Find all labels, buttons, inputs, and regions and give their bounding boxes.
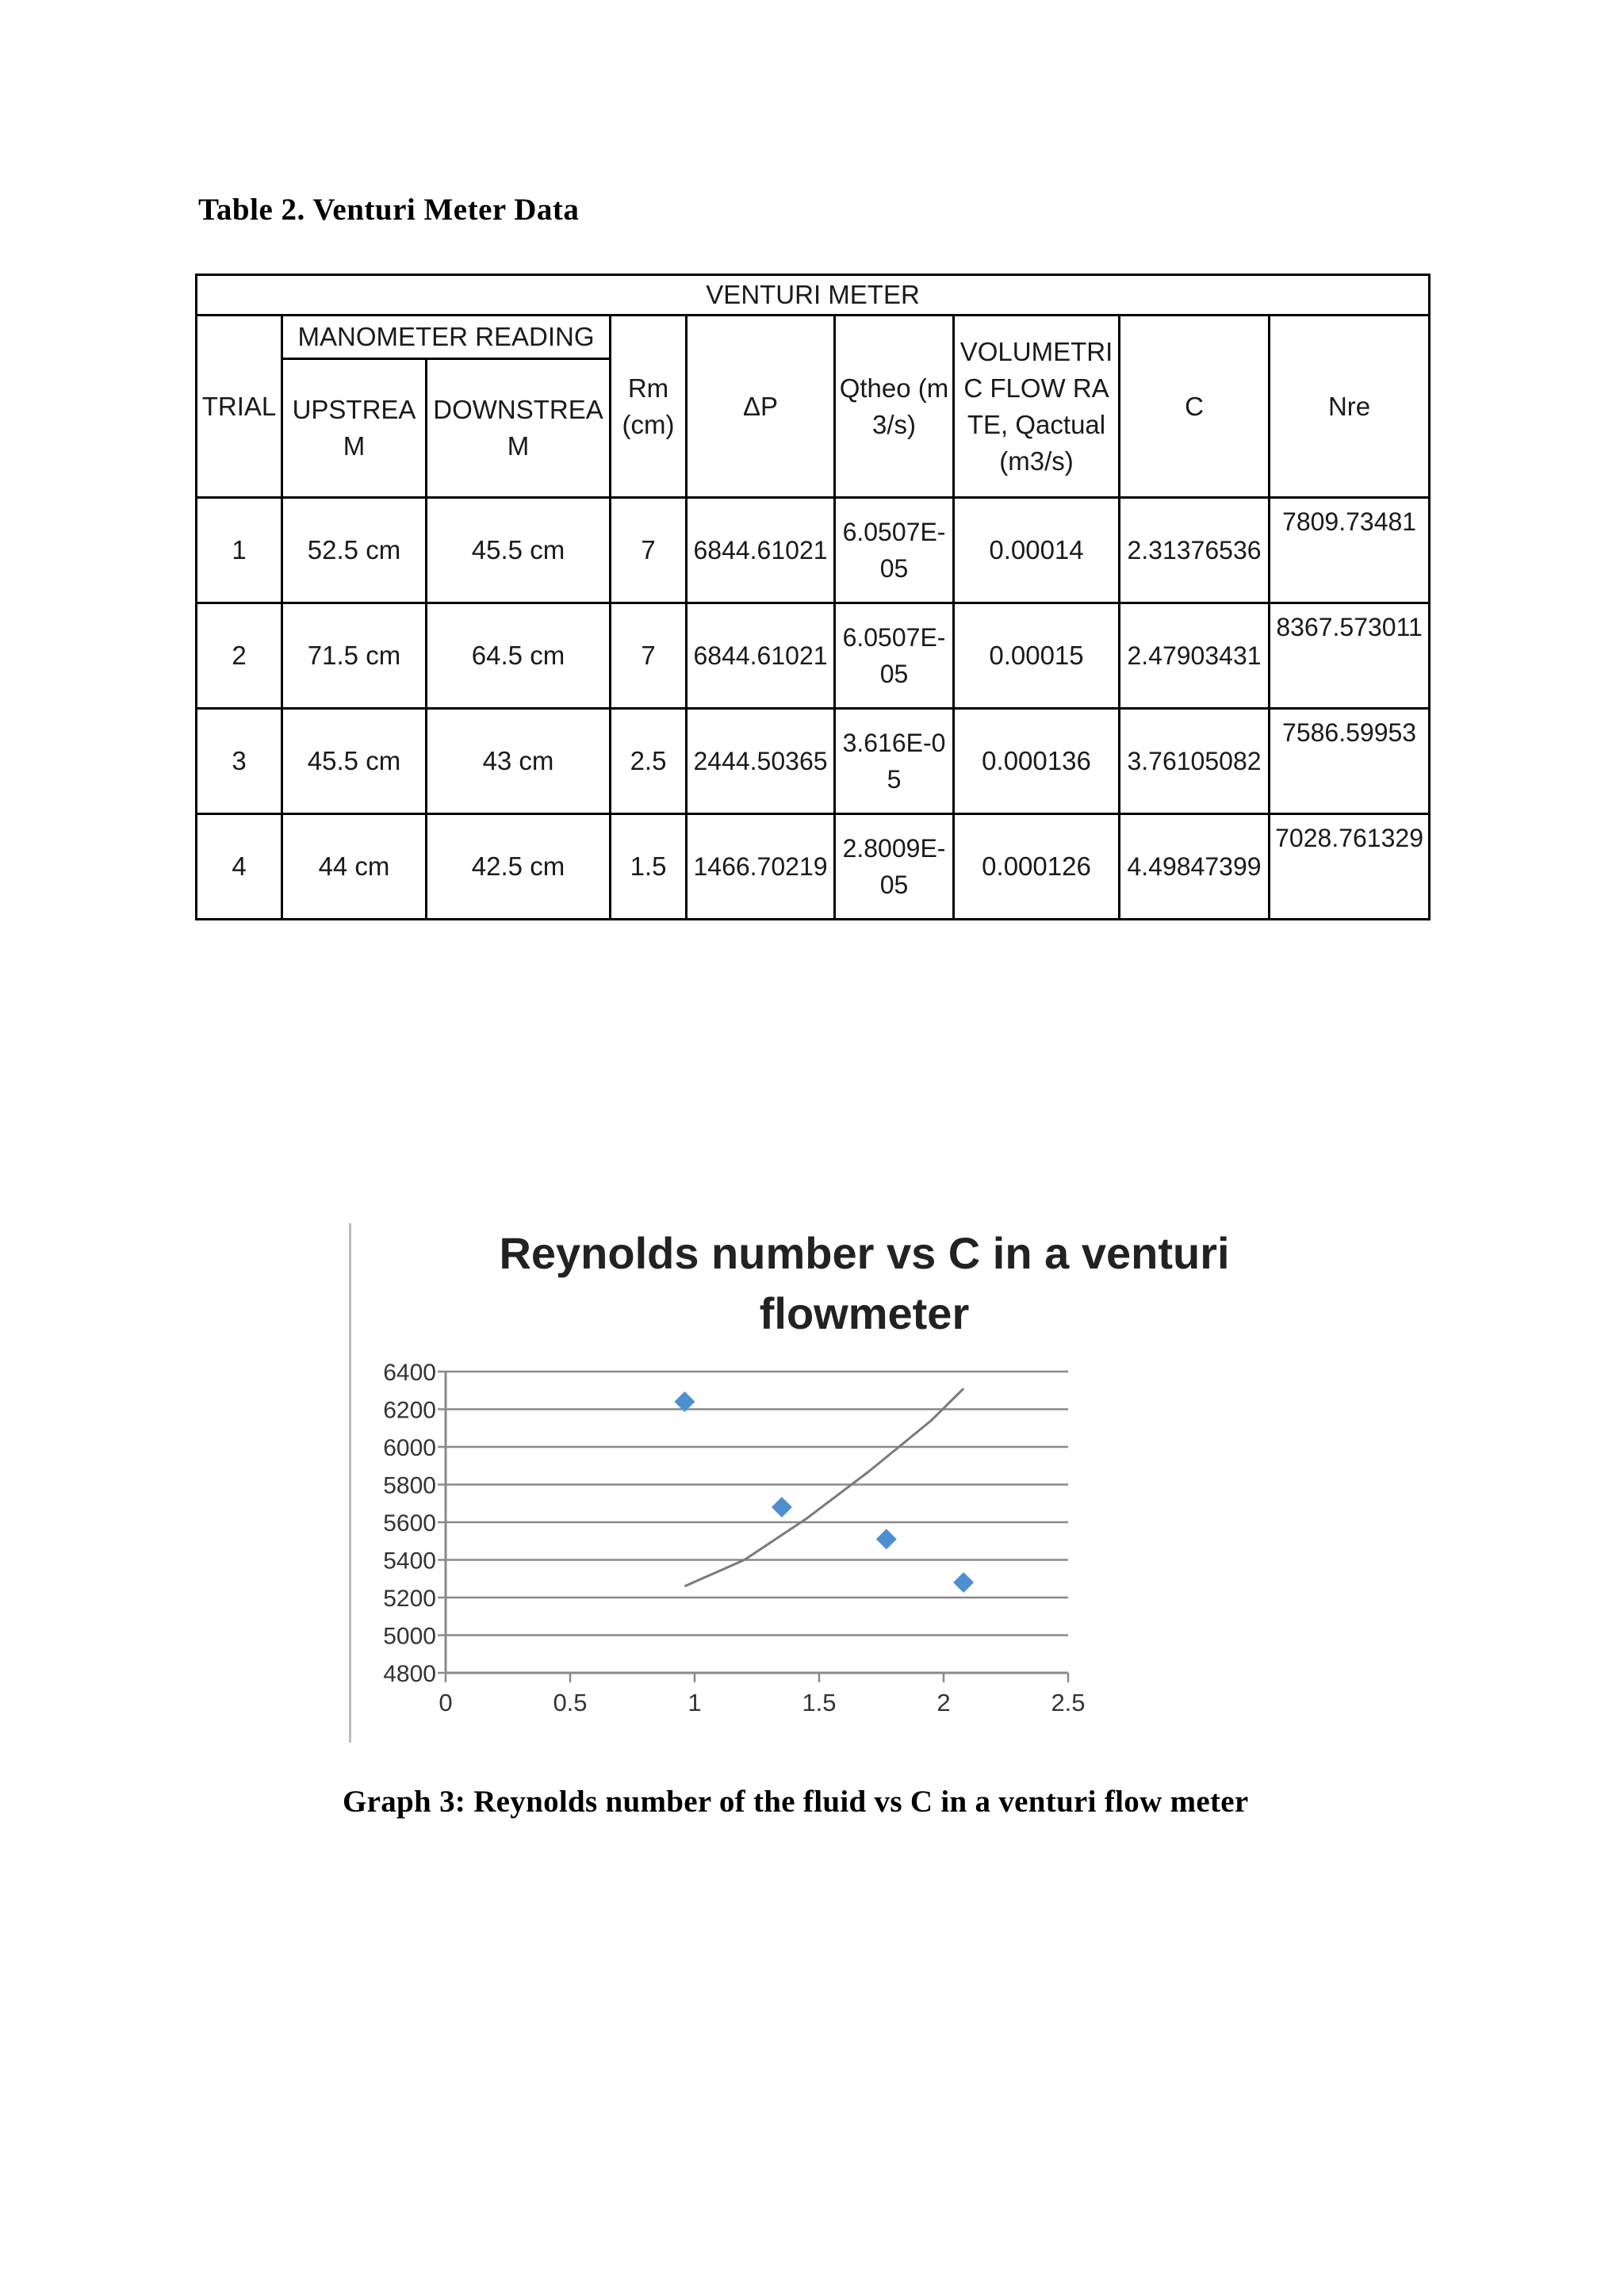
data-point xyxy=(772,1497,792,1517)
cell-upstream: 45.5 cm xyxy=(282,709,427,814)
header-rm: Rm (cm) xyxy=(611,316,687,498)
table-title: VENTURI METER xyxy=(197,275,1430,316)
header-manometer-reading: MANOMETER READING xyxy=(282,316,611,359)
x-tick-label: 1.5 xyxy=(802,1689,837,1716)
y-tick-label: 6000 xyxy=(383,1435,436,1461)
header-downstream: DOWNSTREAM xyxy=(427,359,611,498)
x-tick-label: 0 xyxy=(439,1689,453,1716)
x-tick-label: 1 xyxy=(688,1689,702,1716)
cell-delta-p: 6844.61021 xyxy=(687,498,835,603)
y-tick-label: 5800 xyxy=(383,1472,436,1499)
header-qactual: VOLUMETRIC FLOW RATE, Qactual (m3/s) xyxy=(954,316,1120,498)
cell-qactual: 0.00015 xyxy=(954,603,1120,709)
cell-upstream: 71.5 cm xyxy=(282,603,427,709)
cell-delta-p: 2444.50365 xyxy=(687,709,835,814)
x-tick-label: 2.5 xyxy=(1051,1689,1086,1716)
data-point xyxy=(953,1572,974,1593)
cell-trial: 2 xyxy=(197,603,282,709)
x-tick-label: 2 xyxy=(936,1689,951,1716)
cell-nre: 7028.761329 xyxy=(1270,814,1430,920)
cell-qtheo: 6.0507E-05 xyxy=(835,603,954,709)
header-c: C xyxy=(1120,316,1270,498)
cell-qactual: 0.000136 xyxy=(954,709,1120,814)
cell-c: 4.49847399 xyxy=(1120,814,1270,920)
cell-rm: 2.5 xyxy=(611,709,687,814)
data-point xyxy=(876,1529,897,1549)
x-tick-label: 0.5 xyxy=(553,1689,588,1716)
cell-downstream: 43 cm xyxy=(427,709,611,814)
cell-delta-p: 6844.61021 xyxy=(687,603,835,709)
cell-c: 3.76105082 xyxy=(1120,709,1270,814)
table-caption: Table 2. Venturi Meter Data xyxy=(198,193,580,227)
cell-qtheo: 3.616E-05 xyxy=(835,709,954,814)
cell-qtheo: 6.0507E-05 xyxy=(835,498,954,603)
cell-c: 2.31376536 xyxy=(1120,498,1270,603)
cell-rm: 7 xyxy=(611,498,687,603)
cell-upstream: 52.5 cm xyxy=(282,498,427,603)
cell-downstream: 45.5 cm xyxy=(427,498,611,603)
cell-qtheo: 2.8009E-05 xyxy=(835,814,954,920)
cell-rm: 1.5 xyxy=(611,814,687,920)
y-tick-label: 4800 xyxy=(383,1661,436,1687)
y-tick-label: 5400 xyxy=(383,1548,436,1575)
cell-downstream: 64.5 cm xyxy=(427,603,611,709)
chart-title: Reynolds number vs C in a venturi flowmeter xyxy=(499,1228,1230,1338)
cell-delta-p: 1466.70219 xyxy=(687,814,835,920)
cell-qactual: 0.00014 xyxy=(954,498,1120,603)
cell-nre: 8367.573011 xyxy=(1270,603,1430,709)
cell-trial: 4 xyxy=(197,814,282,920)
header-qtheo: Qtheo (m3/s) xyxy=(835,316,954,498)
y-tick-label: 5600 xyxy=(383,1510,436,1536)
y-tick-label: 5000 xyxy=(383,1623,436,1650)
header-trial: TRIAL xyxy=(197,316,282,498)
cell-c: 2.47903431 xyxy=(1120,603,1270,709)
y-tick-label: 6200 xyxy=(383,1397,436,1424)
cell-downstream: 42.5 cm xyxy=(427,814,611,920)
y-tick-label: 5200 xyxy=(383,1586,436,1612)
header-nre: Nre xyxy=(1270,316,1430,498)
cell-nre: 7586.59953 xyxy=(1270,709,1430,814)
cell-nre: 7809.73481 xyxy=(1270,498,1430,603)
cell-rm: 7 xyxy=(611,603,687,709)
cell-upstream: 44 cm xyxy=(282,814,427,920)
y-tick-label: 6400 xyxy=(383,1360,436,1386)
graph-caption: Graph 3: Reynolds number of the fluid vs C in a venturi flow meter xyxy=(343,1785,1249,1819)
header-upstream: UPSTREAM xyxy=(282,359,427,498)
cell-trial: 3 xyxy=(197,709,282,814)
cell-trial: 1 xyxy=(197,498,282,603)
header-delta-p: ΔP xyxy=(687,316,835,498)
trendline xyxy=(684,1388,963,1586)
cell-qactual: 0.000126 xyxy=(954,814,1120,920)
